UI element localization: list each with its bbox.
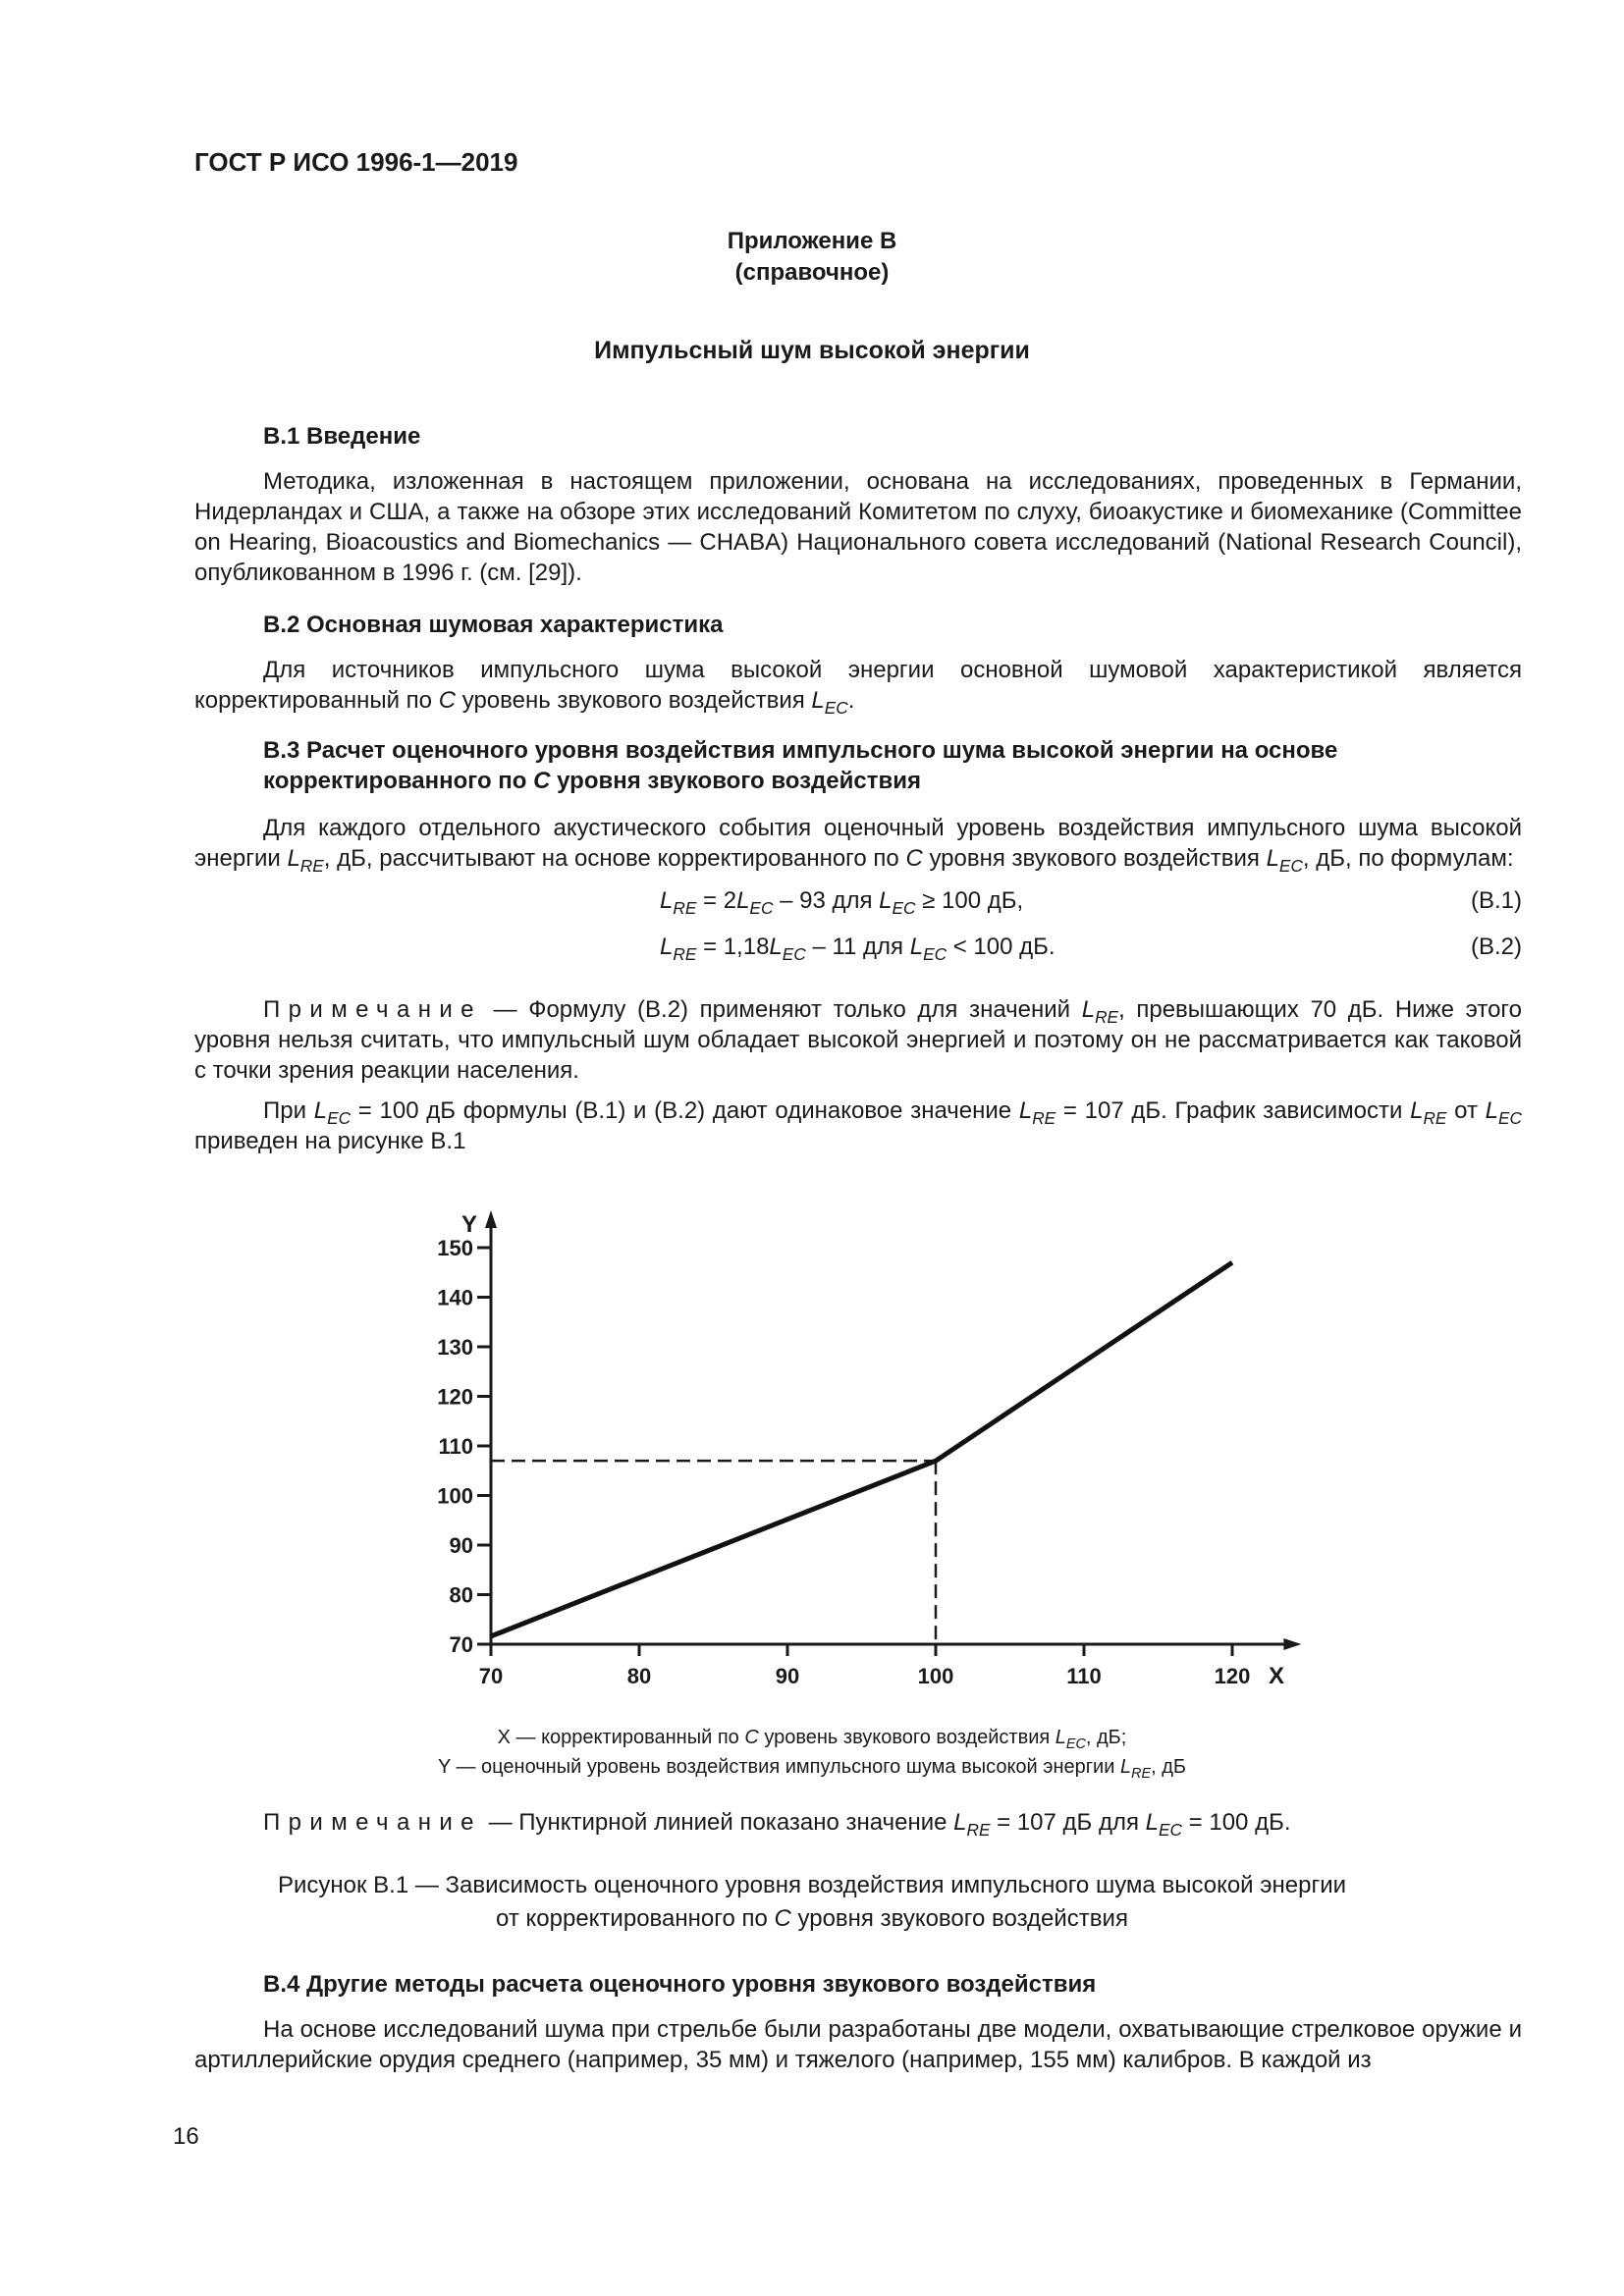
section-b3-paragraph: Для каждого отдельного акустического события оценочный уровень воздействия импульсного шума высокой энергии $L_{RE}$, дБ, рассчитывают на основе корректированного по C уровня звукового воздействия $L_{EC}$, дБ, по формулам: [194, 815, 1522, 877]
y-tick-label: 150 [437, 1236, 473, 1260]
formula-b1: $L_{RE} = 2L_{EC} - 93$ для $L_{EC} \ge 100$ дБ, [660, 887, 1024, 919]
figure-note: Примечание — Пунктирной линией показано значение $L_{RE} = 107$ дБ для $L_{EC} = 100$ дБ. [263, 1809, 1291, 1841]
appendix-heading: Импульсный шум высокой энергии [594, 337, 1030, 364]
x-axis-label: X [1268, 1663, 1285, 1689]
x-tick-label: 70 [478, 1664, 504, 1688]
figure-caption-line1: Рисунок В.1 — Зависимость оценочного уровня воздействия импульсного шума высокой энергии [277, 1872, 1347, 1898]
figure-legend-y: Y — оценочный уровень воздействия импульсного шума высокой энергии $L_{RE}$, дБ [437, 1756, 1187, 1783]
section-b4-paragraph: На основе исследований шума при стрельбе были разработаны две модели, охватывающие стрелковое оружие и артиллерийские орудия среднего (например, 35 мм) и тяжелого (например, 155 мм) калибров. В каждой из [194, 2016, 1522, 2073]
y-axis-label: Y [460, 1211, 478, 1238]
page-number: 16 [173, 2123, 199, 2150]
y-tick-label: 140 [437, 1285, 473, 1310]
x-tick-label: 120 [1214, 1664, 1251, 1688]
figure-caption-line2: от корректированного по C уровня звукового воздействия [496, 1905, 1128, 1932]
section-b2-paragraph: Для источников импульсного шума высокой энергии основной шумовой характеристикой является корректированный по C уровень звукового воздействия $L_{EC}$. [194, 657, 1522, 719]
appendix-subtitle: (справочное) [734, 259, 890, 286]
x-tick-label: 100 [917, 1664, 954, 1688]
document-header: ГОСТ Р ИСО 1996-1—2019 [194, 147, 518, 177]
formula-b2: $L_{RE} = 1,18L_{EC} - 11$ для $L_{EC} < 100$ дБ. [660, 934, 1056, 965]
section-b1-paragraph: Методика, изложенная в настоящем приложении, основана на исследованиях, проведенных в Германии, Нидерландах и США, а также на обзоре этих исследований Комитетом по слуху, биоакустике и биомеханике (Committee on Hearing, Bioacoustics and Biomechanics — CHABA) Национального совета исследований (National Research Council), опубликованном в 1996 г. (см. [29]). [194, 468, 1522, 586]
x-tick-label: 80 [626, 1664, 652, 1688]
section-b1-heading: В.1 Введение [263, 423, 421, 450]
series-line [491, 1262, 1232, 1636]
section-b3-note: Примечание — Формулу (B.2) применяют только для значений $L_{RE}$, превышающих 70 дБ. Ниже этого уровня нельзя считать, что импульсный шум обладает высокой энергией и поэтому он не рассматривается как таковой с точки зрения реакции населения. [194, 996, 1522, 1084]
y-tick-label: 100 [437, 1483, 473, 1509]
appendix-title: Приложение В [727, 228, 897, 254]
x-axis-arrow [1283, 1638, 1301, 1650]
section-b3-heading-line2: корректированного по С уровня звукового воздействия [263, 768, 921, 794]
y-tick-label: 80 [449, 1582, 473, 1608]
y-tick-label: 120 [437, 1384, 473, 1410]
figure-legend-x: X — корректированный по C уровень звукового воздействия $L_{EC}$, дБ; [497, 1727, 1127, 1753]
x-tick-label: 110 [1066, 1664, 1102, 1688]
section-b2-heading: В.2 Основная шумовая характеристика [263, 612, 724, 638]
y-axis-arrow [485, 1210, 497, 1228]
section-b4-heading: В.4 Другие методы расчета оценочного уровня звукового воздействия [263, 1971, 1097, 1998]
formula-b2-number: (B.2) [1470, 934, 1522, 960]
y-tick-label: 90 [449, 1533, 473, 1558]
section-b3-paragraph2: При $L_{EC} = 100$ дБ формулы (B.1) и (B.2) дают одинаковое значение $L_{RE} = 107$ дБ. График зависимости $L_{RE}$ от $L_{EC}$ приведен на рисунке В.1 [194, 1097, 1523, 1154]
formula-b1-number: (B.1) [1470, 887, 1522, 914]
y-tick-label: 110 [438, 1434, 473, 1459]
y-tick-label: 70 [449, 1632, 473, 1657]
section-b3-heading-line1: В.3 Расчет оценочного уровня воздействия импульсного шума высокой энергии на основе [263, 737, 1338, 764]
y-tick-label: 130 [437, 1335, 473, 1360]
x-tick-label: 90 [775, 1664, 800, 1688]
